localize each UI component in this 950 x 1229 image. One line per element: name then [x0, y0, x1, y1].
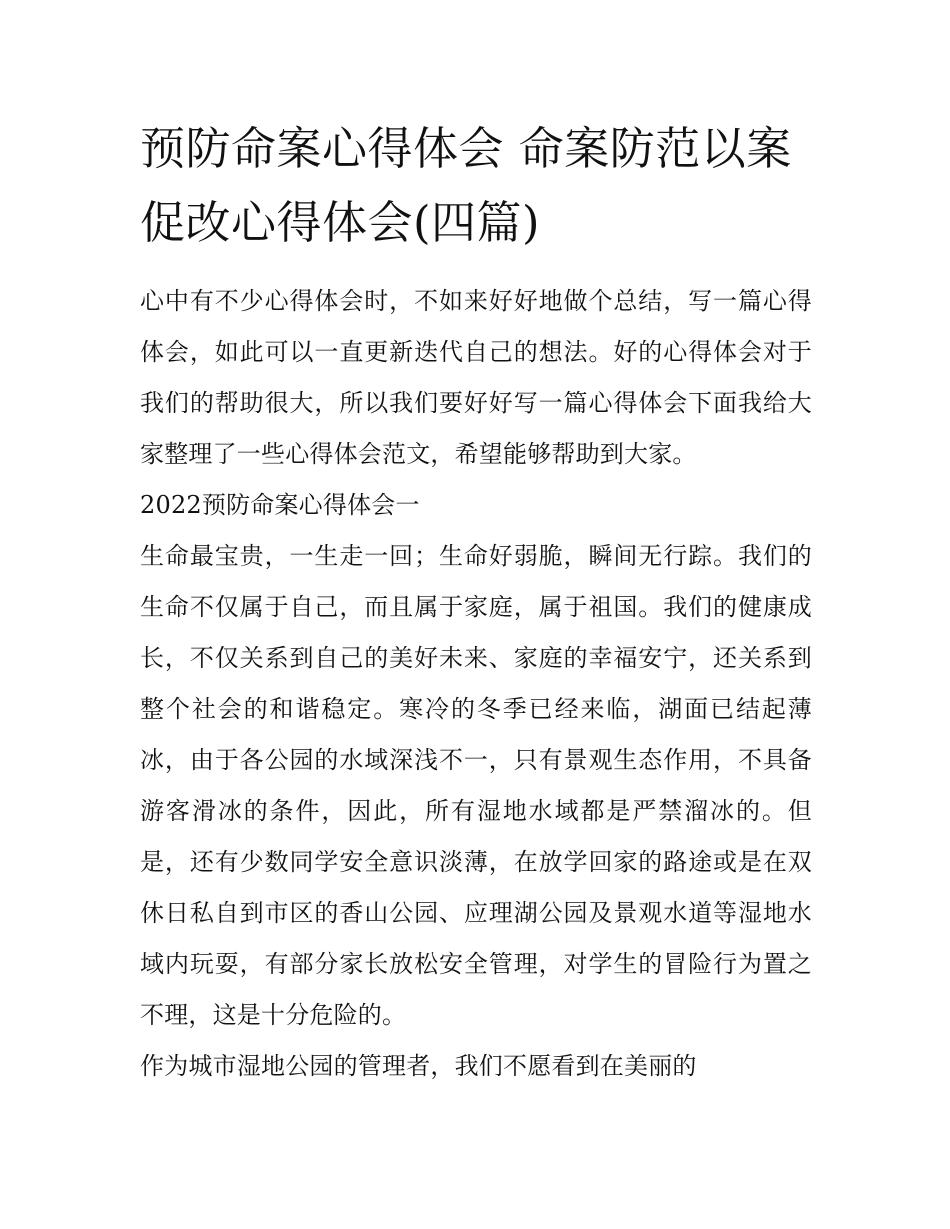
document-page — [140, 112, 812, 1092]
intro-paragraph: 心中有不少心得体会时，不如来好好地做个总结，写一篇心得体会，如此可以一直更新迭代自己的想法。好的心得体会对于我们的帮助很大，所以我们要好好写一篇心得体会下面我给大家整理了一些心得体会范文，希望能够帮助到大家。 — [140, 287, 812, 468]
document-body — [140, 276, 812, 1092]
section-heading: 2022预防命案心得体会一 — [140, 491, 420, 519]
document-title: 预防命案心得体会 命案防范以案促改心得体会(四篇) — [140, 122, 792, 249]
body-paragraph: 生命最宝贵，一生走一回；生命好弱脆，瞬间无行踪。我们的生命不仅属于自己，而且属于家庭，属于祖国。我们的健康成长，不仅关系到自己的美好未来、家庭的幸福安宁，还关系到整个社会的和谐稳定。寒冷的冬季已经来临，湖面已结起薄冰，由于各公园的水域深浅不一，只有景观生态作用，不具备游客滑冰的条件，因此，所有湿地水域都是严禁溜冰的。但是，还有少数同学安全意识淡薄，在放学回家的路途或是在双休日私自到市区的香山公园、应理湖公园及景观水道等湿地水域内玩耍，有部分家长放松安全管理，对学生的冒险行为置之不理，这是十分危险的。 — [140, 542, 812, 1029]
body-paragraph: 作为城市湿地公园的管理者，我们不愿看到在美丽的 — [140, 1052, 697, 1080]
